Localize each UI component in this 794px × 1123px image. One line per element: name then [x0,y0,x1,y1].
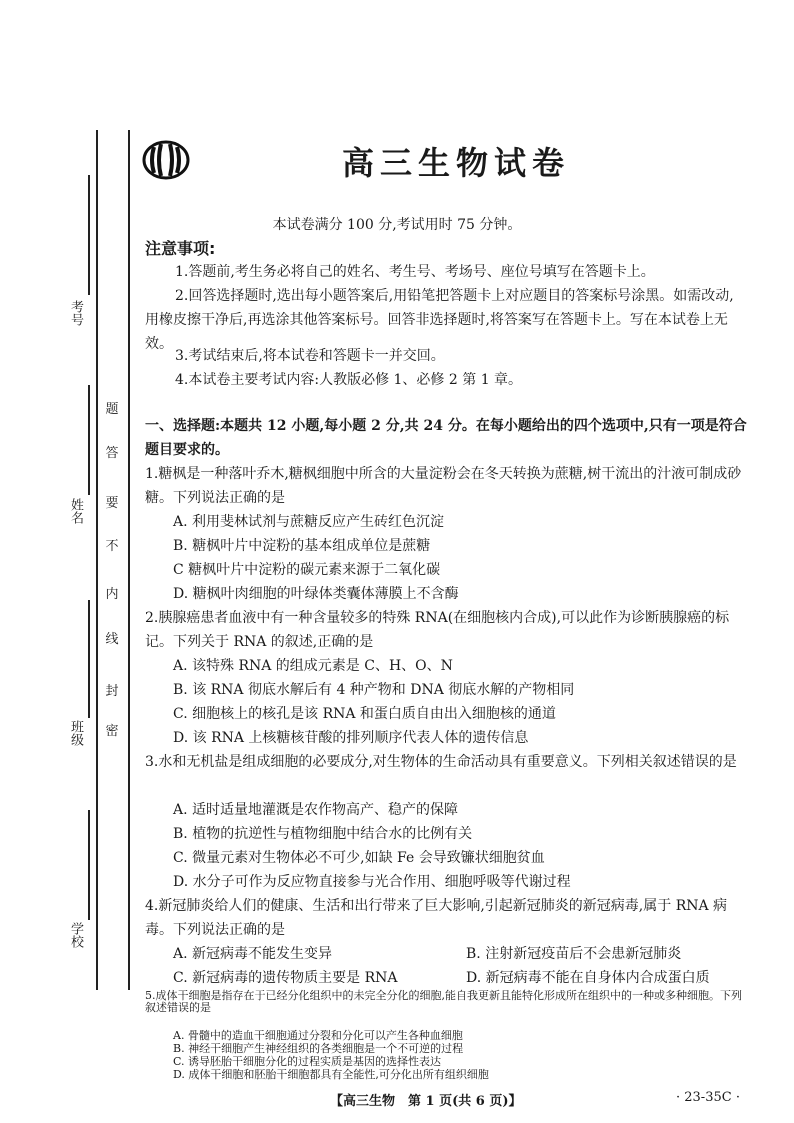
seal-char: 封 [105,684,119,699]
option: D. 该 RNA 上核糖核苷酸的排列顺序代表人体的遗传信息 [173,730,529,746]
option: A. 新冠病毒不能发生变异 [173,946,333,962]
question-stem: 5.成体干细胞是指存在于已经分化组织中的未完全分化的细胞,能自我更新且能特化形成所在组织中的一种或多种细胞。下列叙述错误的是 [145,989,742,1014]
question-stem: 1.糖枫是一种落叶乔木,糖枫细胞中所含的大量淀粉会在冬天转换为蔗糖,树干流出的汁液可制成砂糖。下列说法正确的是 [145,466,742,506]
notice-heading: 注意事项: [145,239,216,258]
school-blank [88,810,90,920]
seal-char: 答 [105,446,119,461]
notice-item: 2.回答选择题时,选出每小题答案后,用铅笔把答题卡上对应题目的答案标号涂黑。如需改动,用橡皮擦干净后,再选涂其他答案标号。回答非选择题时,将答案写在答题卡上。写在本试卷上无效。 [145,288,734,352]
section-heading: 一、选择题:本题共 12 小题,每小题 2 分,共 24 分。在每小题给出的四个选项中,只有一项是符合题目要求的。 [145,418,747,458]
name-label: 姓名 [68,498,83,524]
option: A. 该特殊 RNA 的组成元素是 C、H、O、N [173,658,453,674]
option: B. 植物的抗逆性与植物细胞中结合水的比例有关 [173,826,473,842]
option: C 糖枫叶片中淀粉的碳元素来源于二氧化碳 [173,562,441,578]
exam-info: 本试卷满分 100 分,考试用时 75 分钟。 [272,217,522,233]
question-stem: 2.胰腺癌患者血液中有一种含量较多的特殊 RNA(在细胞核内合成),可以此作为诊断胰腺癌的标记。下列关于 RNA 的叙述,正确的是 [145,610,730,650]
margin-line-right [128,130,130,990]
logo-icon [140,138,192,182]
option: A. 适时适量地灌溉是农作物高产、稳产的保障 [173,802,459,818]
seal-char: 线 [105,632,119,647]
option: C. 新冠病毒的遗传物质主要是 RNA [173,970,398,986]
option: D. 水分子可作为反应物直接参与光合作用、细胞呼吸等代谢过程 [173,874,571,890]
option: C. 诱导胚胎干细胞分化的过程实质是基因的选择性表达 [173,1055,442,1068]
school-label: 学校 [68,922,83,948]
page-title: 高三生物试卷 [342,144,571,182]
option: D. 糖枫叶肉细胞的叶绿体类囊体薄膜上不含酶 [173,586,459,602]
option: C. 微量元素对生物体必不可少,如缺 Fe 会导致镰状细胞贫血 [173,850,545,866]
class-blank [88,600,90,718]
seal-char: 题 [105,402,119,417]
seal-char: 密 [105,724,119,739]
option: B. 糖枫叶片中淀粉的基本组成单位是蔗糖 [173,538,431,554]
page-footer: 【高三生物 第 1 页(共 6 页)】 [330,1094,522,1109]
option: B. 神经干细胞产生神经组织的各类细胞是一个不可逆的过程 [173,1042,464,1055]
seal-char: 内 [105,587,119,602]
name-blank [88,385,90,495]
option: C. 细胞核上的核孔是该 RNA 和蛋白质自由出入细胞核的通道 [173,706,556,722]
seal-char: 不 [105,539,119,554]
exam-code: · 23-35C · [676,1090,740,1105]
option: D. 成体干细胞和胚胎干细胞都具有全能性,可分化出所有组织细胞 [173,1068,489,1081]
option: A. 骨髓中的造血干细胞通过分裂和分化可以产生各种血细胞 [173,1029,463,1042]
margin-line-left [96,130,98,990]
exam-no-label: 考号 [68,300,83,326]
option: B. 注射新冠疫苗后不会患新冠肺炎 [466,946,682,962]
option: D. 新冠病毒不能在自身体内合成蛋白质 [466,970,710,986]
notice-item: 4.本试卷主要考试内容:人教版必修 1、必修 2 第 1 章。 [175,372,523,388]
seal-char: 要 [105,496,119,511]
class-label: 班级 [68,720,83,746]
question-stem: 3.水和无机盐是组成细胞的必要成分,对生物体的生命活动具有重要意义。下列相关叙述错误的是 [145,754,737,770]
notice-item: 3.考试结束后,将本试卷和答题卡一并交回。 [175,348,445,364]
exam-no-blank [88,175,90,295]
option: B. 该 RNA 彻底水解后有 4 种产物和 DNA 彻底水解的产物相同 [173,682,575,698]
question-stem: 4.新冠肺炎给人们的健康、生活和出行带来了巨大影响,引起新冠肺炎的新冠病毒,属于 RNA 病毒。下列说法正确的是 [145,898,728,938]
option: A. 利用斐林试剂与蔗糖反应产生砖红色沉淀 [173,514,445,530]
notice-item: 1.答题前,考生务必将自己的姓名、考生号、考场号、座位号填写在答题卡上。 [175,264,655,280]
